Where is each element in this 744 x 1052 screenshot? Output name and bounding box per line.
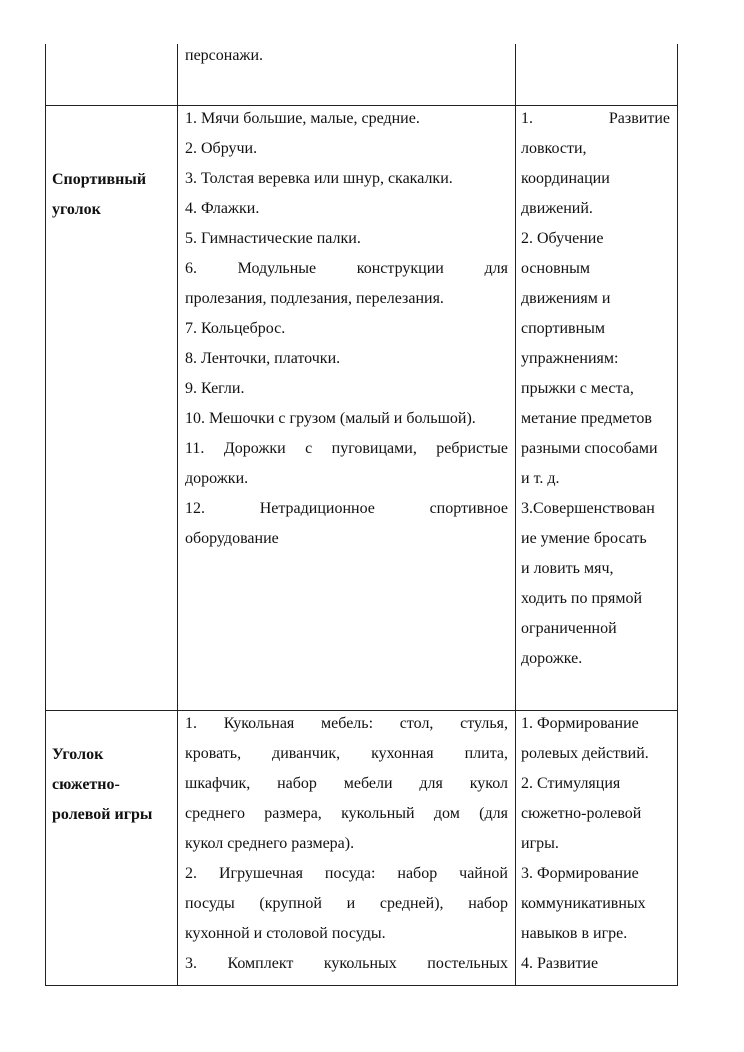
word: Развитие (608, 110, 670, 127)
goal-line: и ловить мяч, (521, 560, 614, 577)
goal-line: 2. Обучение (521, 230, 604, 247)
category-line: Уголок (52, 746, 104, 763)
word: плита, (464, 745, 508, 762)
table-column-border (45, 44, 46, 986)
equipment-line: 3. Толстая веревка или шнур, скакалки. (185, 170, 453, 187)
word: набор (468, 895, 508, 912)
word: кровать, (185, 745, 242, 762)
goal-line: 3. Формирование (521, 865, 639, 882)
word: постельных (427, 955, 508, 972)
word: Кукольная (223, 715, 295, 732)
word: 1. (185, 715, 197, 732)
goal-line: основным (521, 260, 591, 277)
word: ребристые (436, 440, 508, 457)
word: 11. (185, 440, 205, 457)
word: (крупной (259, 895, 322, 912)
equipment-line (185, 889, 508, 919)
word: с (305, 440, 313, 457)
equipment-line: кухонной и столовой посуды. (185, 925, 386, 942)
goal-line (521, 104, 670, 134)
word: посуда: (324, 865, 376, 882)
goal-line: координации (521, 170, 610, 187)
goal-line: прыжки с места, (521, 380, 634, 397)
goal-line: метание предметов (521, 410, 652, 427)
equipment-line (185, 434, 508, 464)
word: диванчик, (272, 745, 341, 762)
word: для (419, 775, 443, 792)
goal-line: дорожке. (521, 650, 583, 667)
equipment-line (185, 799, 508, 829)
equipment-line: 1. Мячи большие, малые, средние. (185, 110, 420, 127)
word: стулья, (460, 715, 508, 732)
word: дом (433, 805, 460, 822)
equipment-line: персонажи. (185, 47, 264, 64)
equipment-line (185, 494, 508, 524)
word: посуды (185, 895, 235, 912)
equipment-line: 5. Гимнастические палки. (185, 230, 361, 247)
word: 3. (185, 955, 197, 972)
equipment-line: дорожки. (185, 470, 249, 487)
category-line: уголок (52, 201, 101, 218)
goal-line: коммуникативных (521, 895, 646, 912)
word: набор (397, 865, 438, 882)
goal-line: сюжетно-ролевой (521, 805, 642, 822)
table-column-border (177, 44, 178, 986)
goal-line: спортивным (521, 320, 605, 337)
goal-line: игры. (521, 835, 559, 852)
goal-line: разными способами (521, 440, 658, 457)
word: Нетрадиционное (259, 500, 375, 517)
equipment-line: 8. Ленточки, платочки. (185, 350, 341, 367)
goal-line: 2. Стимуляция (521, 775, 621, 792)
equipment-line: 9. Кегли. (185, 380, 245, 397)
word: конструкции (356, 260, 444, 277)
goal-line: движений. (521, 200, 593, 217)
word: кухонная (371, 745, 434, 762)
goal-line: ие умение бросать (521, 530, 647, 547)
word: и (346, 895, 356, 912)
equipment-line: кукол среднего размера). (185, 835, 355, 852)
word: кукольных (323, 955, 397, 972)
word: кукольный (341, 805, 415, 822)
goal-line: ограниченной (521, 620, 617, 637)
word: размера, (264, 805, 322, 822)
word: (для (479, 805, 508, 822)
word: кукол (469, 775, 508, 792)
category-line: ролевой игры (52, 806, 153, 823)
goal-line: навыков в игре. (521, 925, 628, 942)
word: набор (277, 775, 317, 792)
word: 6. (185, 260, 197, 277)
equipment-line: 4. Флажки. (185, 200, 260, 217)
goal-line: ролевых действий. (521, 745, 649, 762)
goal-line: 1. Формирование (521, 715, 639, 732)
word: мебель: (321, 715, 374, 732)
equipment-line (185, 254, 508, 284)
word: для (484, 260, 508, 277)
category-line: Спортивный (52, 171, 147, 188)
equipment-line (185, 949, 508, 979)
word: чайной (459, 865, 508, 882)
word: мебели (343, 775, 393, 792)
word: среднего (185, 805, 245, 822)
word: 2. (185, 865, 197, 882)
equipment-line (185, 709, 508, 739)
equipment-line: оборудование (185, 530, 279, 547)
word: Дорожки (223, 440, 286, 457)
word: 12. (185, 500, 205, 517)
equipment-line (185, 739, 508, 769)
word: шкафчик, (185, 775, 251, 792)
table-column-border (515, 44, 516, 986)
word: спортивное (429, 500, 508, 517)
table-column-border (677, 44, 678, 986)
goal-line: и т. д. (521, 470, 560, 487)
category-line: сюжетно- (52, 776, 120, 793)
table-row-border (45, 985, 678, 986)
goal-line: 4. Развитие (521, 955, 599, 972)
goal-line: ловкости, (521, 140, 587, 157)
word: стол, (399, 715, 434, 732)
word: Модульные (237, 260, 317, 277)
word: пуговицами, (331, 440, 417, 457)
word: 1. (521, 110, 533, 127)
goal-line: ходить по прямой (521, 590, 643, 607)
goal-line: 3.Совершенствован (521, 500, 655, 517)
equipment-line: 2. Обручи. (185, 140, 258, 157)
goal-line: движениям и (521, 290, 611, 307)
word: средней), (379, 895, 444, 912)
equipment-line (185, 859, 508, 889)
goal-line: упражнениям: (521, 350, 619, 367)
equipment-line: 7. Кольцеброс. (185, 320, 286, 337)
equipment-line: пролезания, подлезания, перелезания. (185, 290, 444, 307)
word: Комплект (227, 955, 294, 972)
equipment-line (185, 769, 508, 799)
word: Игрушечная (218, 865, 303, 882)
equipment-line: 10. Мешочки с грузом (малый и большой). (185, 410, 476, 427)
